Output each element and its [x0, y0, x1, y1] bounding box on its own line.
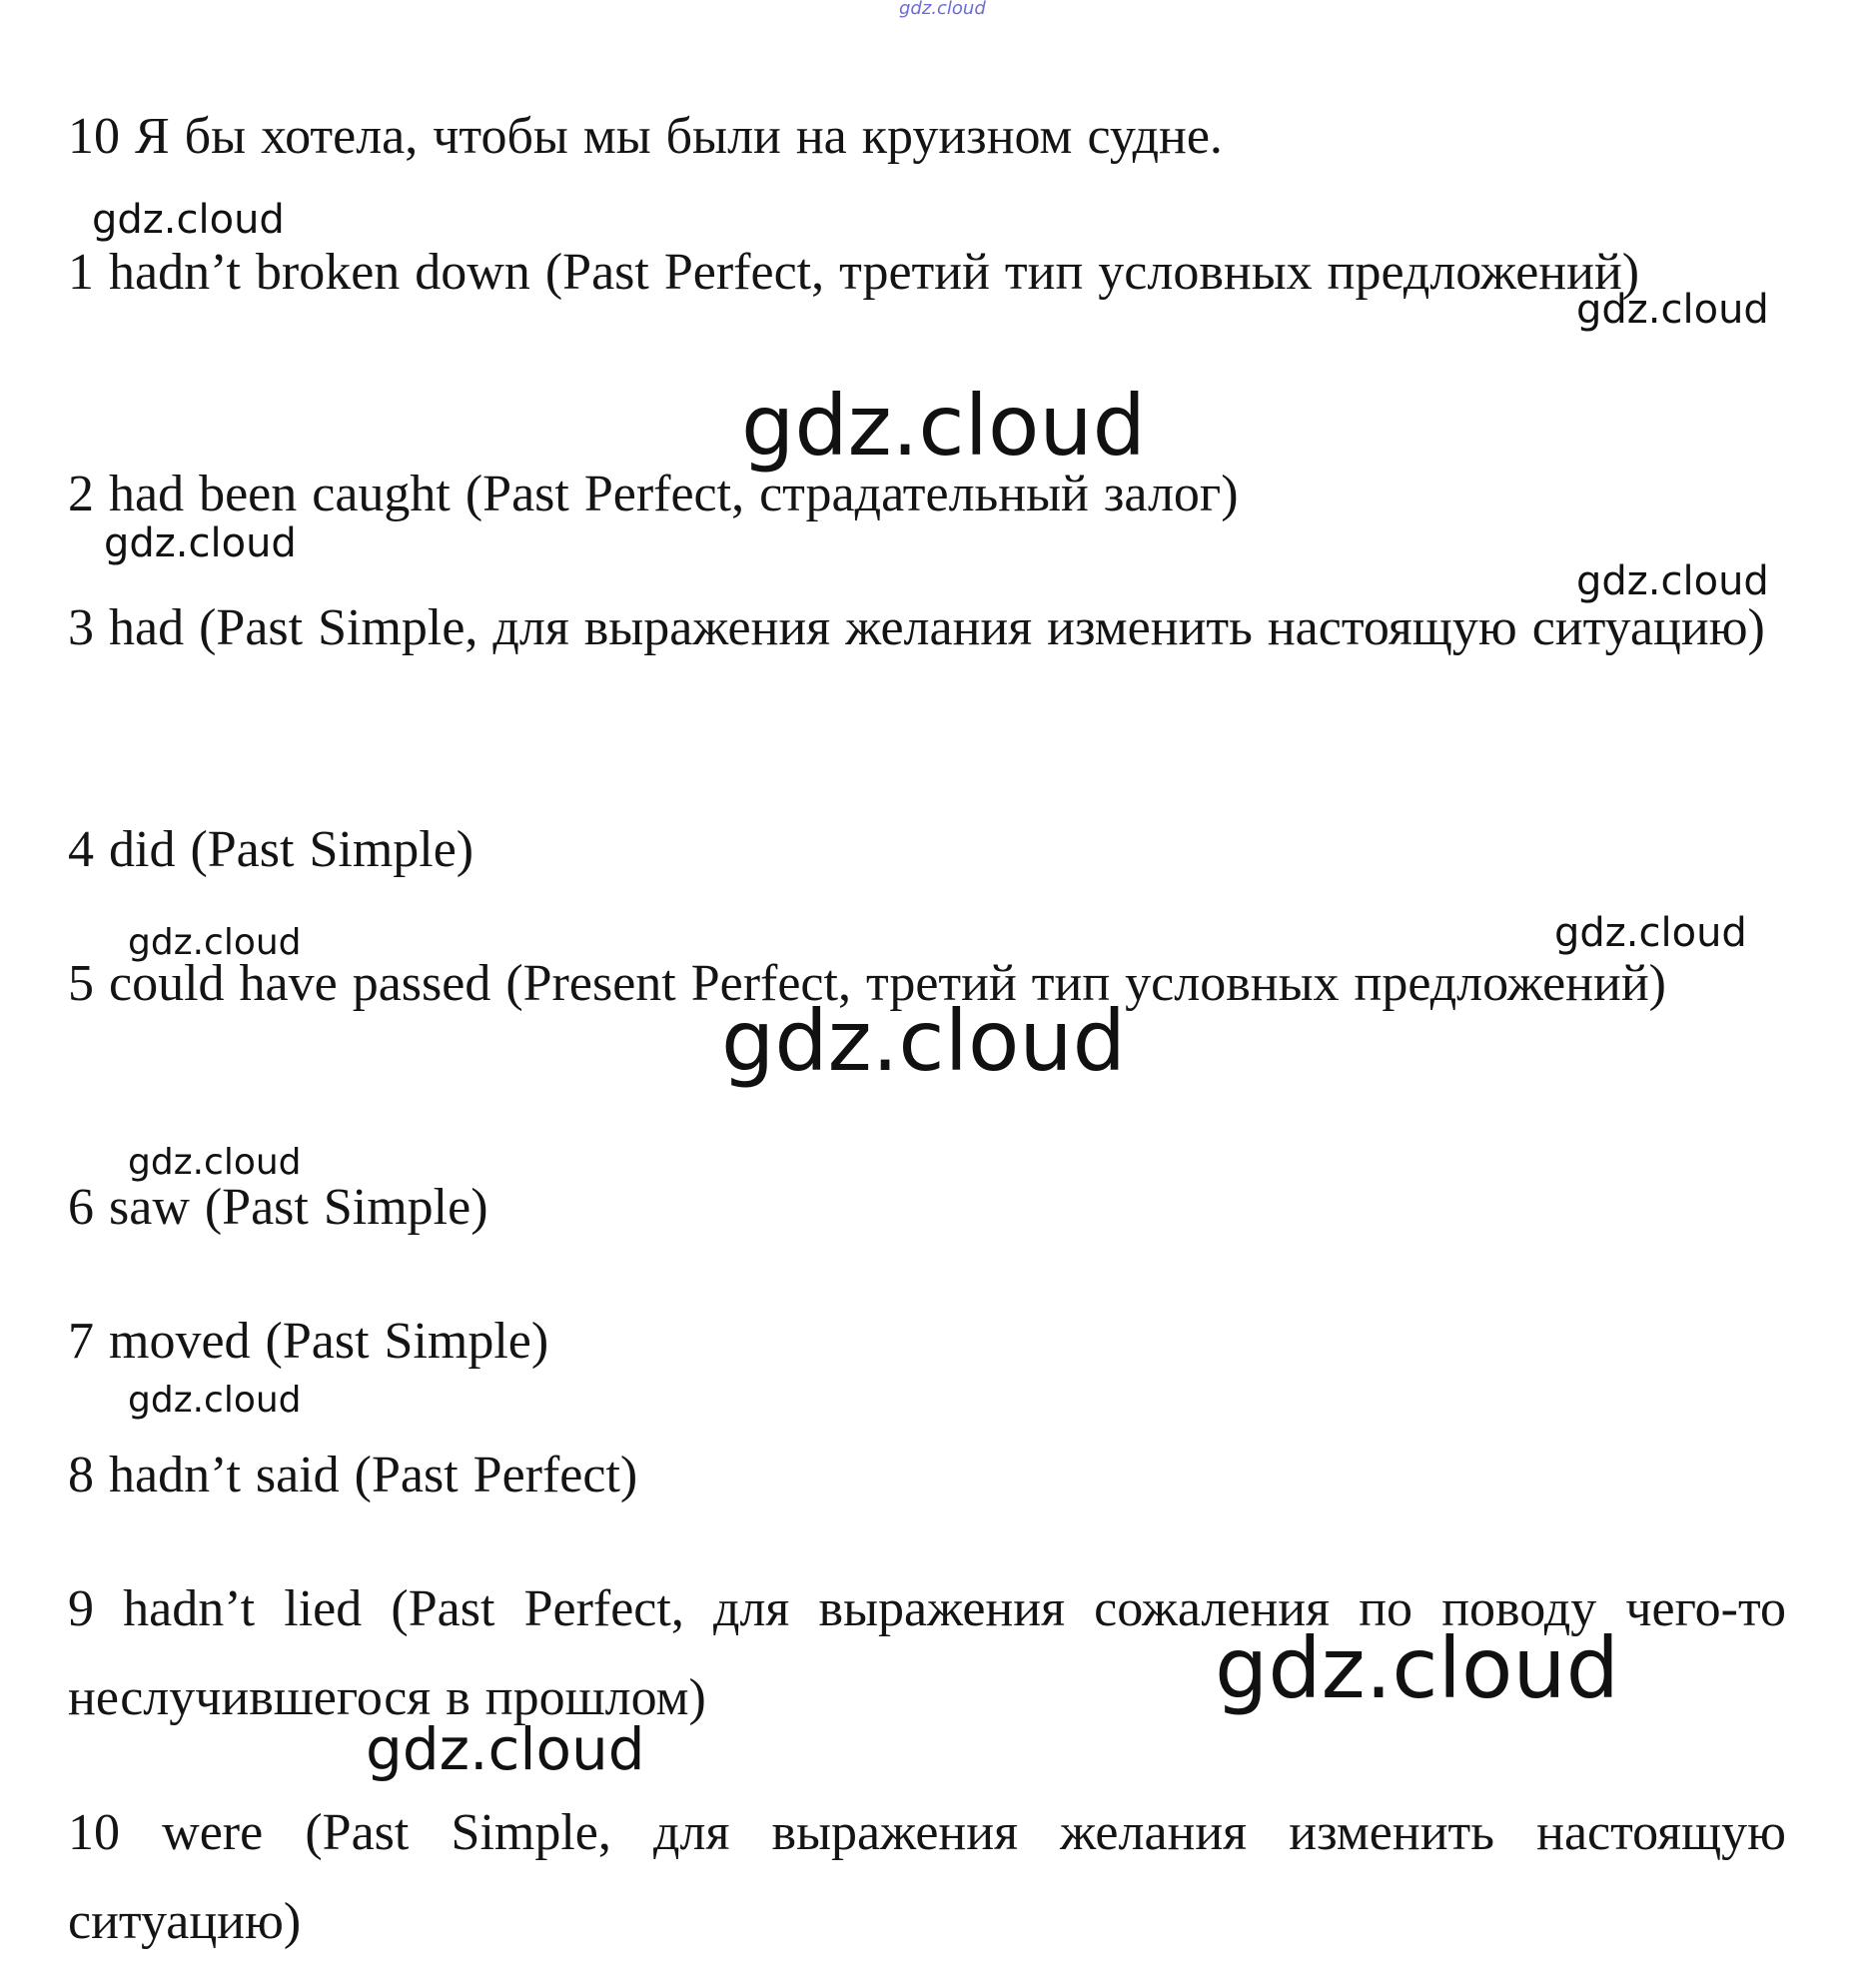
translation-line: 10 Я бы хотела, чтобы мы были на круизном судне.: [68, 108, 1223, 165]
answer-5: 5 could have passed (Present Perfect, третий тип условных предложений): [68, 955, 1666, 1012]
answer-1: 1 hadn’t broken down (Past Perfect, третий тип условных предложений): [68, 244, 1640, 301]
answer-2: 2 had been caught (Past Perfect, страдательный залог): [68, 466, 1239, 522]
watermark: gdz.cloud: [1215, 1619, 1619, 1717]
watermark: gdz.cloud: [128, 1142, 302, 1183]
answer-6: 6 saw (Past Simple): [68, 1179, 488, 1236]
answer-3: 3 had (Past Simple, для выражения желания изменить настоящую ситуацию): [68, 599, 1765, 656]
answer-10: 10 were (Past Simple, для выражения желания изменить настоящую ситуацию): [68, 1804, 1786, 1950]
watermark: gdz.cloud: [1554, 910, 1747, 956]
answer-8: 8 hadn’t said (Past Perfect): [68, 1447, 638, 1503]
watermark: gdz.cloud: [128, 1380, 302, 1421]
answer-4: 4 did (Past Simple): [68, 821, 474, 878]
watermark: gdz.cloud: [104, 520, 297, 566]
answer-9: 9 hadn’t lied (Past Perfect, для выражения сожаления по поводу чего-то неслучившегося в прошлом): [68, 1580, 1786, 1726]
watermark: gdz.cloud: [366, 1715, 645, 1783]
header-watermark: gdz.cloud: [899, 0, 986, 19]
watermark: gdz.cloud: [1576, 287, 1769, 333]
answer-7: 7 moved (Past Simple): [68, 1313, 549, 1370]
watermark: gdz.cloud: [741, 377, 1146, 475]
watermark: gdz.cloud: [721, 992, 1126, 1090]
watermark: gdz.cloud: [128, 922, 302, 963]
watermark: gdz.cloud: [92, 197, 285, 243]
watermark: gdz.cloud: [1576, 558, 1769, 604]
